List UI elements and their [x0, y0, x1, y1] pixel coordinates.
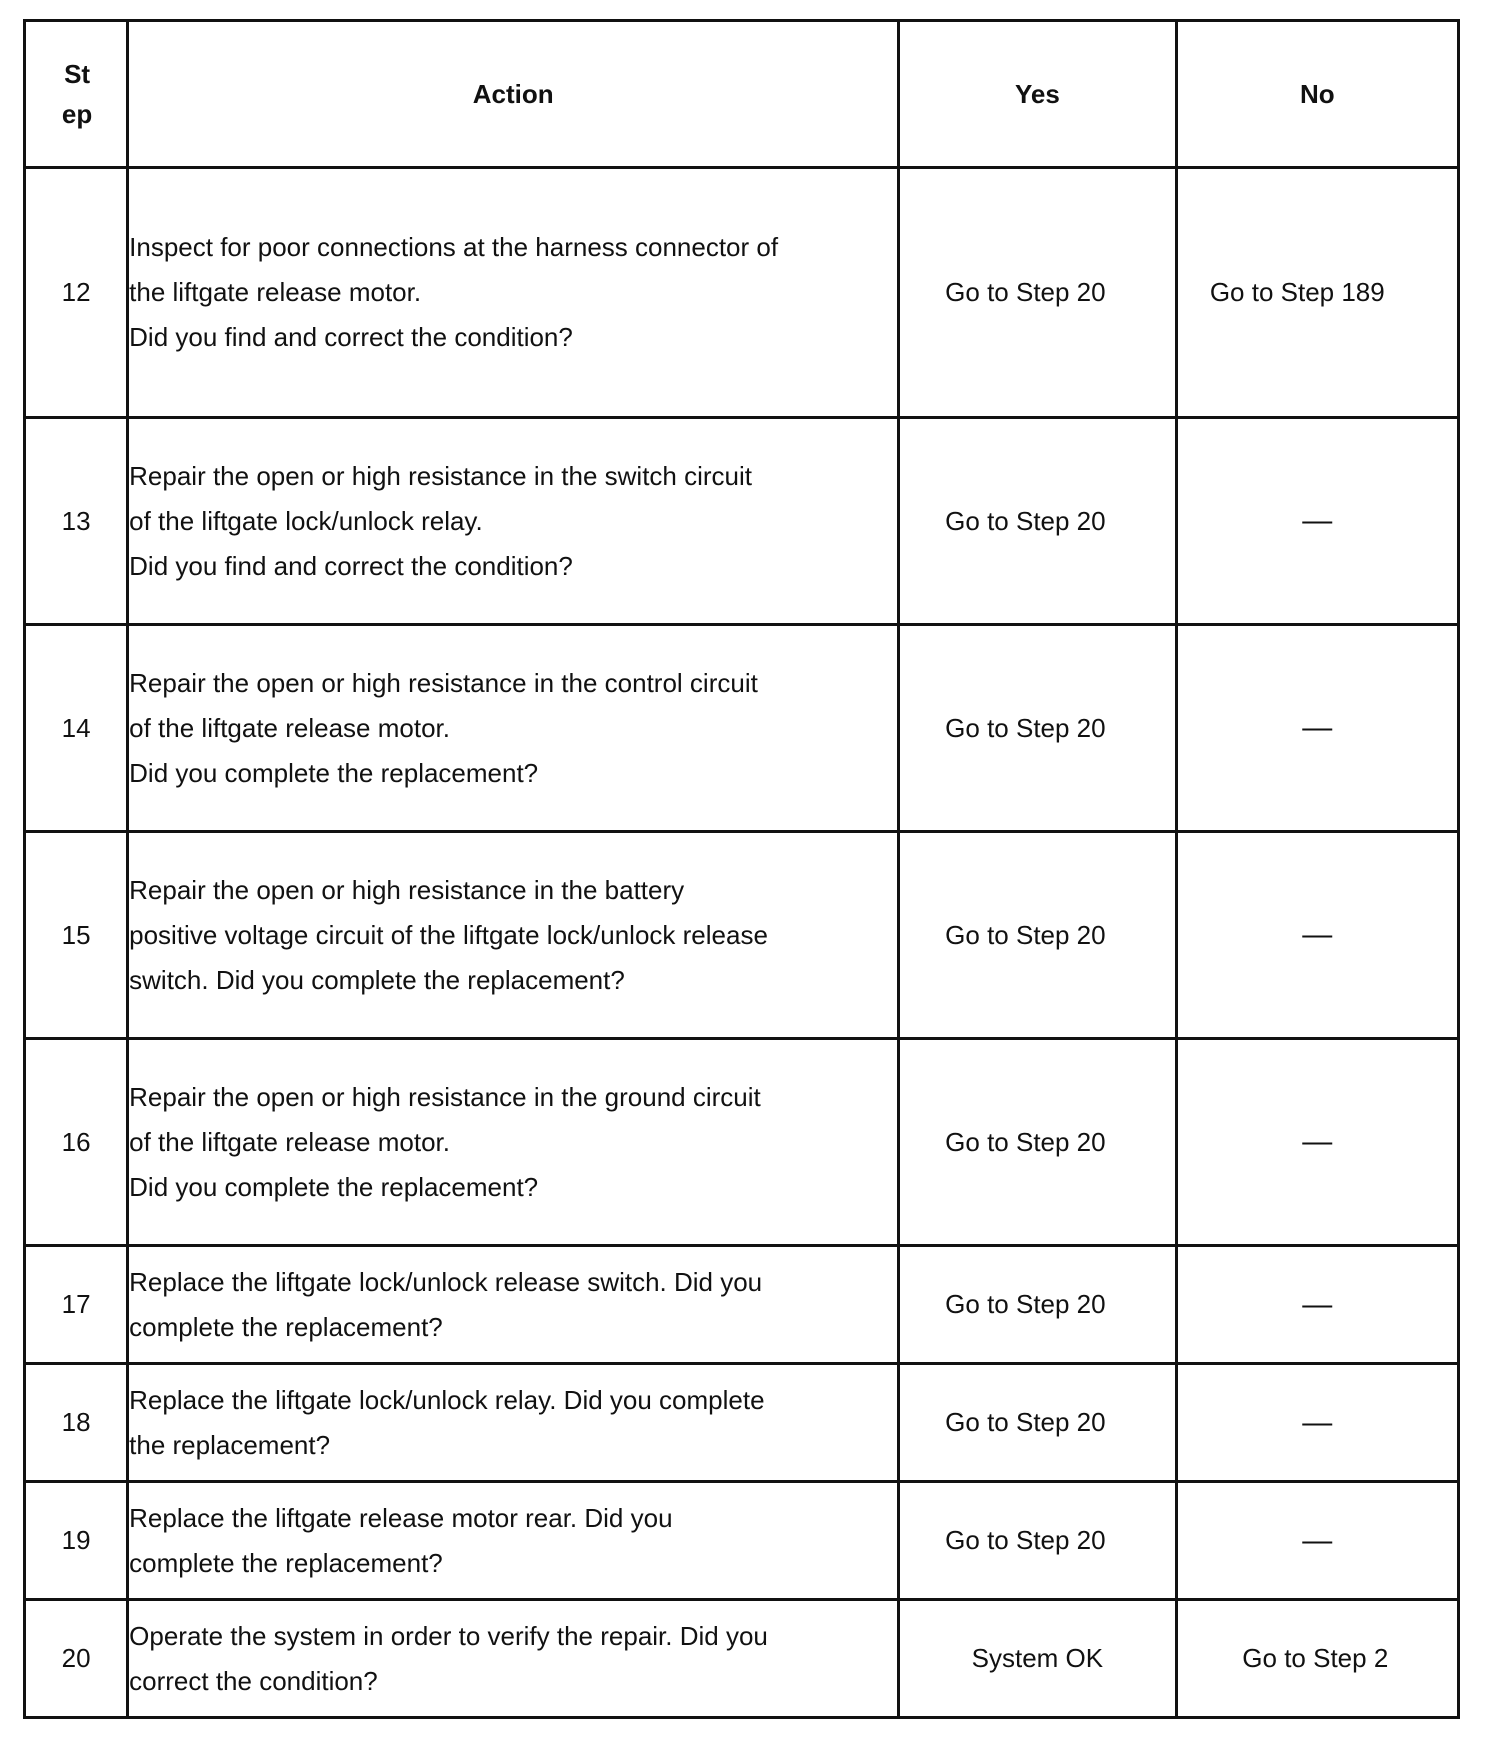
action-cell — [128, 1600, 899, 1718]
no-cell — [1176, 1246, 1458, 1364]
step-number: 19 — [25, 1482, 128, 1600]
action-text-line: complete the replacement? — [129, 1547, 443, 1578]
table-row — [25, 625, 1459, 832]
action-text-line: Repair the open or high resistance in the ground circuit — [129, 1081, 761, 1112]
no-result: Go to Step 189 — [1209, 277, 1385, 307]
no-result: — — [1302, 918, 1333, 951]
step-number: 13 — [25, 418, 128, 625]
action-text-line: Repair the open or high resistance in the control circuit — [129, 667, 758, 698]
no-cell — [1176, 625, 1458, 832]
yes-cell — [899, 1039, 1176, 1246]
action-cell — [128, 168, 899, 418]
table-body — [25, 168, 1459, 1718]
no-result: — — [1302, 1523, 1333, 1557]
no-cell — [1176, 832, 1458, 1039]
action-text-line: Operate the system in order to verify the repair. Did you — [129, 1620, 768, 1651]
action-text-line: Did you find and correct the condition? — [129, 550, 573, 581]
action-cell — [128, 1039, 899, 1246]
action-text-line: the replacement? — [129, 1429, 331, 1460]
action-text-line: of the liftgate release motor. — [129, 712, 450, 743]
header-no: No — [1176, 21, 1458, 168]
yes-cell — [899, 1482, 1176, 1600]
yes-result: Go to Step 20 — [945, 505, 1106, 536]
action-text-line: Repair the open or high resistance in the switch circuit — [129, 460, 753, 491]
step-number: 12 — [25, 168, 128, 418]
step-number: 18 — [25, 1364, 128, 1482]
table-row — [25, 418, 1459, 625]
action-text-line: positive voltage circuit of the liftgate lock/unlock release — [129, 919, 768, 950]
action-cell — [128, 625, 899, 832]
table-row — [25, 1246, 1459, 1364]
yes-cell — [899, 625, 1176, 832]
action-cell — [128, 1482, 899, 1600]
action-cell — [128, 418, 899, 625]
yes-result: Go to Step 20 — [945, 712, 1106, 743]
yes-cell — [899, 168, 1176, 418]
action-text-line: correct the condition? — [129, 1665, 378, 1696]
header-action: Action — [128, 21, 899, 168]
step-number: 20 — [25, 1600, 128, 1718]
no-result: — — [1302, 711, 1333, 744]
action-text-line: Did you complete the replacement? — [129, 757, 539, 788]
yes-result: Go to Step 20 — [945, 1525, 1106, 1555]
no-cell — [1176, 168, 1458, 418]
action-text-line: of the liftgate release motor. — [129, 1126, 450, 1157]
table-row — [25, 1482, 1459, 1600]
header-step — [25, 21, 128, 168]
table-row — [25, 168, 1459, 418]
action-cell — [128, 1246, 899, 1364]
yes-result: Go to Step 20 — [945, 919, 1106, 950]
yes-cell — [899, 1246, 1176, 1364]
yes-cell — [899, 418, 1176, 625]
yes-result: Go to Step 20 — [945, 1407, 1106, 1437]
action-text-line: Inspect for poor connections at the harness connector of — [129, 232, 779, 262]
header-yes: Yes — [899, 21, 1176, 168]
header-step-line2: ep — [61, 99, 93, 129]
action-text-line: complete the replacement? — [129, 1311, 443, 1342]
no-cell — [1176, 1482, 1458, 1600]
no-cell — [1176, 1364, 1458, 1482]
no-cell — [1176, 1039, 1458, 1246]
action-text-line: Repair the open or high resistance in the battery — [129, 874, 685, 905]
no-result: Go to Step 2 — [1242, 1643, 1389, 1673]
yes-result: Go to Step 20 — [945, 277, 1106, 307]
table-row — [25, 832, 1459, 1039]
action-cell — [128, 1364, 899, 1482]
table-header — [25, 21, 1459, 168]
action-text-line: Did you complete the replacement? — [129, 1171, 539, 1202]
no-result: — — [1302, 1287, 1333, 1321]
yes-cell — [899, 1600, 1176, 1718]
yes-cell — [899, 832, 1176, 1039]
table-row — [25, 1364, 1459, 1482]
no-result: — — [1302, 1405, 1333, 1439]
step-number: 17 — [25, 1246, 128, 1364]
yes-cell — [899, 1364, 1176, 1482]
no-cell — [1176, 1600, 1458, 1718]
yes-result: Go to Step 20 — [945, 1289, 1106, 1319]
yes-result: System OK — [971, 1643, 1104, 1673]
no-result: — — [1302, 504, 1333, 537]
no-result: — — [1302, 1125, 1333, 1158]
action-text-line: of the liftgate lock/unlock relay. — [129, 505, 483, 536]
action-text-line: Did you find and correct the condition? — [129, 322, 573, 352]
step-number: 15 — [25, 832, 128, 1039]
action-text-line: Replace the liftgate release motor rear. Did you — [129, 1502, 673, 1533]
step-number: 14 — [25, 625, 128, 832]
no-cell — [1176, 418, 1458, 625]
yes-result: Go to Step 20 — [945, 1126, 1106, 1157]
table-row — [25, 1039, 1459, 1246]
table-row — [25, 1600, 1459, 1718]
step-number: 16 — [25, 1039, 128, 1246]
action-text-line: switch. Did you complete the replacement? — [129, 964, 625, 995]
action-text-line: Replace the liftgate lock/unlock relay. Did you complete — [129, 1384, 765, 1415]
diagnostic-table — [23, 19, 1460, 1719]
action-text-line: Replace the liftgate lock/unlock release switch. Did you — [129, 1266, 763, 1297]
action-cell — [128, 832, 899, 1039]
header-step-line1: St — [64, 59, 91, 89]
action-text-line: the liftgate release motor. — [129, 277, 422, 307]
